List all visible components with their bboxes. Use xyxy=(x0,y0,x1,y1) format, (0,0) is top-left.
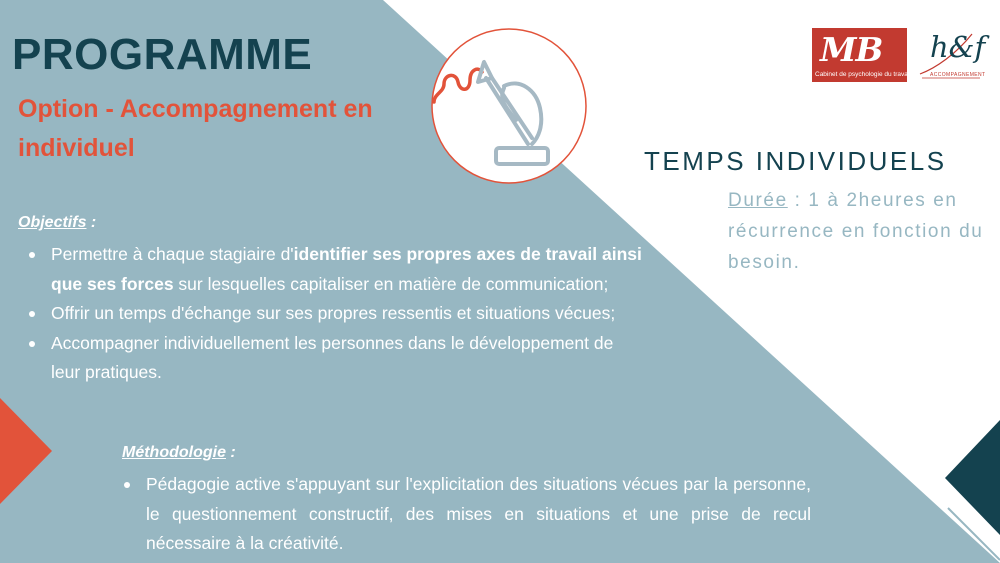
list-item: Accompagner individuellement les personnes dans le développement de leur pratiques. xyxy=(18,329,643,388)
methodologie-colon: : xyxy=(225,444,236,461)
hf-logo-caption: ACCOMPAGNEMENT xyxy=(930,72,986,78)
hf-logo xyxy=(916,28,984,84)
option-subtitle: Option - Accompagnement en individuel xyxy=(18,95,373,162)
teal-triangle-right xyxy=(945,420,1000,535)
duree-value: : 1 à 2heures en récurrence en fonction du besoin. xyxy=(728,190,984,273)
page-title: PROGRAMME xyxy=(12,30,313,79)
duree-text xyxy=(728,185,990,278)
list-item: Pédagogie active s'appuyant sur l'explicitation des situations vécues par la personne, le questionnement constructif, des mises en situations et une prise de recul nécessaire à la créativité. xyxy=(113,470,811,559)
mb-logo xyxy=(812,28,911,82)
list-item: Permettre à chaque stagiaire d'identifier ses propres axes de travail ainsi que ses forces sur lesquelles capitaliser en matière de communication; xyxy=(18,240,643,299)
mb-logo-letters: MB xyxy=(820,30,883,69)
emphasis-text: identifier ses propres axes de travail ainsi que ses forces xyxy=(51,244,642,294)
duree-label: Durée xyxy=(728,190,788,211)
mb-logo-caption: Cabinet de psychologie du travail xyxy=(815,71,911,78)
methodologie-label: Méthodologie xyxy=(122,444,226,461)
list-item: Offrir un temps d'échange sur ses propres ressentis et situations vécues; xyxy=(18,299,643,329)
objectifs-list xyxy=(18,240,643,388)
hand-writing-pen-icon xyxy=(420,26,598,186)
objectifs-label: Objectifs xyxy=(18,214,87,231)
methodologie-heading xyxy=(122,444,236,462)
temps-individuels-title: TEMPS INDIVIDUELS xyxy=(644,146,947,176)
objectifs-colon: : xyxy=(86,214,97,231)
objectifs-heading xyxy=(18,214,96,232)
methodologie-list xyxy=(113,470,811,559)
hf-logo-letters: h&f xyxy=(930,30,986,64)
